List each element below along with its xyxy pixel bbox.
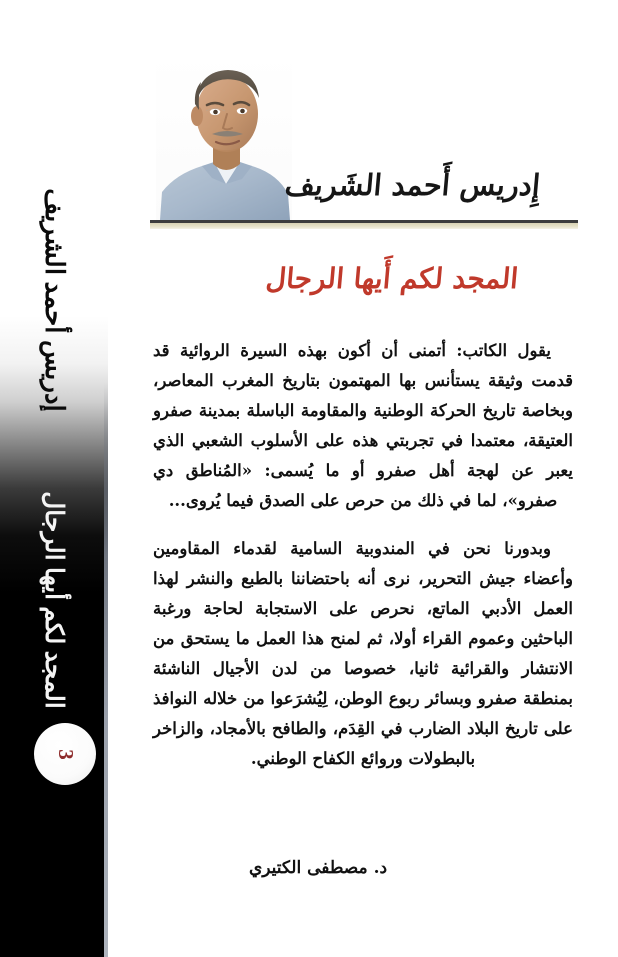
page-number-value: 3 [53, 748, 78, 760]
spine-title-label: المجد لكم أيها الرجال [40, 491, 67, 709]
header-divider-band [150, 223, 578, 229]
article-signature: د. مصطفى الكتيري [248, 858, 388, 878]
paragraph: وبدورنا نحن في المندوبية السامية لقدماء المقاومين وأعضاء جيش التحرير، نرى أنه باحتضاننا بالطبع والنشر لهذا العمل الأدبي الماتع، نحرص على الاستجابة لحاجة ورغبة الباحثين وعموم القراء أولا، ثم لمنح هذا العمل ما يستحق من الانتشار والقرائية ثانيا، خصوصا من لدن الأجيال الناشئة بمنطقة صفرو وبسائر ربوع الوطن، لِيُشرَعوا من خلاله النوافذ على تاريخ البلاد الضارب في القِدَم، والطافح بالأمجاد، والزاخر بالبطولات وروائع الكفاح الوطني. [153, 539, 573, 768]
spine-author-label: إدريس أحمد الشريف [40, 188, 69, 412]
page-number-badge [34, 723, 96, 785]
paragraph: يقول الكاتب: أتمنى أن أكون بهذه السيرة الروائية قد قدمت وثيقة يستأنس بها المهتمون بتاريخ المغرب المعاصر، وبخاصة تاريخ الحركة الوطنية والمقاومة الباسلة بمدينة صفرو العتيقة، معتمدا في تجربتي هذه على الأسلوب الشعبي الذي يعبر عن لهجة أهل صفرو أو ما يُسمى: «المُناطق دي صفرو»، لما في ذلك من حرص على الصدق فيما يُروى... [153, 341, 573, 510]
page-content [108, 0, 618, 957]
article-body [153, 336, 573, 774]
article-title: المجد لكم أَيها الرجال [264, 262, 520, 295]
author-name-heading: إِدريس أَحمد الشَريف [283, 168, 542, 202]
book-spine [0, 0, 108, 957]
author-portrait-photo [156, 52, 292, 220]
page-header [108, 0, 618, 228]
